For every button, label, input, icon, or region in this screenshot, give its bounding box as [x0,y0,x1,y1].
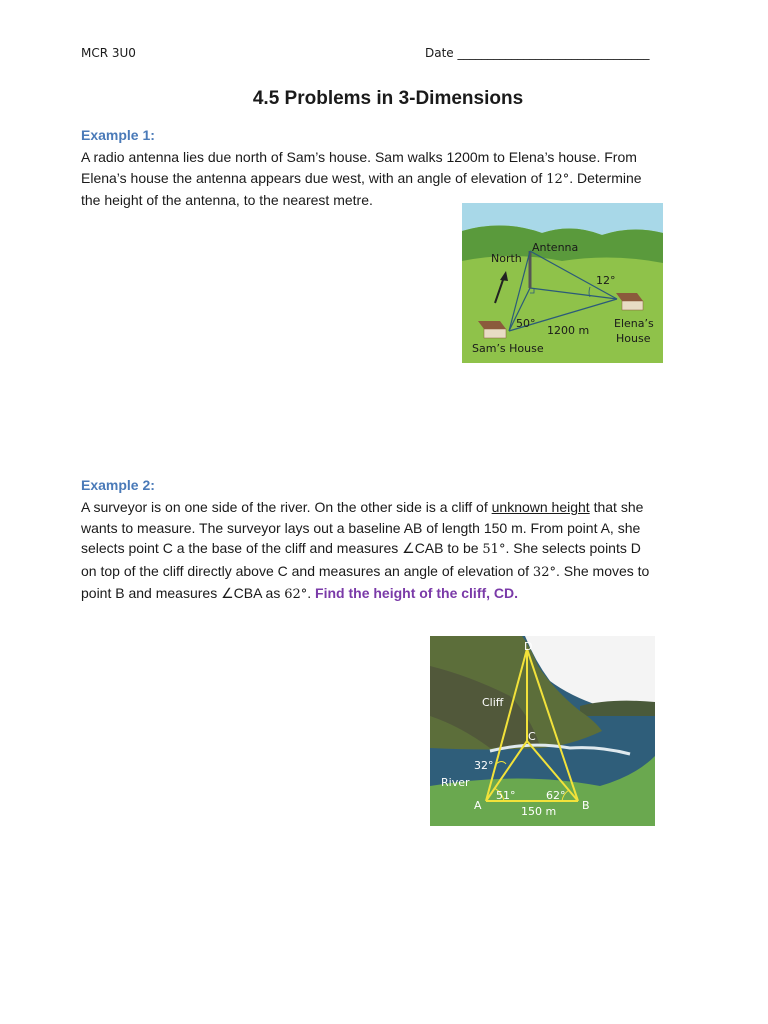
text-line [81,538,706,561]
antenna-diagram-figure [462,203,663,363]
text-segment: Elena’s house the antenna appears due west, with an angle of elevation of [81,169,547,186]
sam-angle-label: 50° [516,317,536,330]
text-segment: on top of the cliff directly above C and measures an angle of elevation of [81,562,533,579]
page-title: 4.5 Problems in 3-Dimensions [252,88,524,109]
date-field: Date ________________________________ [425,46,650,60]
text-line [81,561,706,584]
text-line: the height of the antenna, to the nearest metre. [81,192,373,208]
point-d-label: D [524,640,533,653]
cliff-diagram-figure [430,636,655,826]
example-1-text [81,147,706,211]
text-line [81,583,706,606]
elena-house-label-1: Elena’s [614,317,654,330]
example-1-heading: Example 1: [81,127,155,143]
elevation-angle-label: 32° [474,759,494,772]
underlined-phrase: unknown height [491,499,590,515]
text-segment: . She selects points D [505,540,641,556]
river-label: River [441,776,470,789]
text-segment: . Determine [569,169,642,186]
example-2-heading: Example 2: [81,477,155,493]
angle-value: 51° [482,542,506,557]
baseline-label: 150 m [521,805,557,818]
angle-value: 32° [532,564,556,580]
text-segment: . She moves to [555,562,650,579]
north-label: North [491,252,522,265]
cliff-label: Cliff [482,696,504,709]
text-segment: selects point C a the base of the cliff and measures ∠CAB to be [81,540,483,556]
elevation-angle-label: 12° [596,274,616,287]
course-code: MCR 3U0 [81,46,136,60]
angle-b-label: 62° [546,789,566,802]
angle-value: 62° [284,587,308,602]
question-highlight: Find the height of the cliff, CD. [315,585,519,601]
distance-label: 1200 m [547,324,590,337]
text-line: A radio antenna lies due north of Sam’s house. Sam walks 1200m to Elena’s house. From [81,149,637,165]
text-line [81,168,706,191]
point-b-label: B [582,799,590,812]
text-line: wants to measure. The surveyor lays out a baseline AB of length 150 m. From point A, she [81,519,641,536]
text-segment: . [307,585,316,601]
sam-house-label: Sam’s House [472,342,544,355]
antenna-label: Antenna [532,241,579,254]
example-2-text [81,497,706,606]
text-segment: A surveyor is on one side of the river. On the other side is a cliff of [81,499,492,515]
text-segment: that she [589,499,644,515]
point-a-label: A [474,799,482,812]
angle-a-label: 51° [496,789,516,802]
elena-house-label-2: House [616,332,651,345]
text-line [81,497,706,518]
angle-value: 12° [546,171,570,187]
text-segment: point B and measures ∠CBA as [81,585,285,601]
point-c-label: C [528,730,536,743]
